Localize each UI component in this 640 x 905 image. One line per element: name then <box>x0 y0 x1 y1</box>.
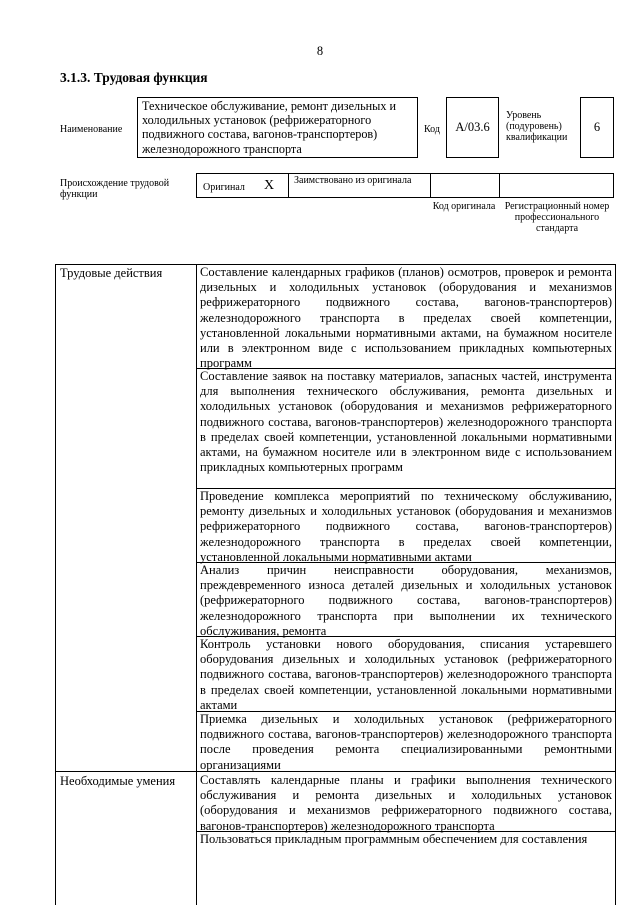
labor-action-item: Приемка дизельных и холодильных установок (рефрижераторного подвижного состава, вагонов-транспортеров) железнодорожного транспорта после проведения ремонта специализированными ремонтными организациями <box>200 712 612 772</box>
code-value-text: А/03.6 <box>455 119 490 134</box>
code-caption: Код оригинала <box>432 201 496 212</box>
borrowed-label: Заимствовано из оригинала <box>294 175 412 186</box>
level-value-text: 6 <box>593 119 601 134</box>
labor-action-item: Контроль установки нового оборудования, списания устаревшего оборудования дизельных и холодильных установок (рефрижераторного подвижного состава, вагонов-транспортеров) железнодорожного транспорта в пределах своей компетенции, установленной локальными нормативными актами <box>200 637 612 712</box>
code-label: Код <box>424 124 440 135</box>
name-value-text: Техническое обслуживание, ремонт дизельных и холодильных установок (рефрижераторного подвижного состава, вагонов-транспортеров) железнодорожного транспорта <box>142 99 396 156</box>
origin-label: Происхождение трудовой функции <box>60 178 170 200</box>
skill-item: Составлять календарные планы и графики выполнения технического обслуживания и ремонта дизельных и холодильных установок (оборудования и механизмов рефрижераторного подвижного состава, вагонов-транспортеров) железнодорожного транспорта <box>200 773 612 833</box>
original-mark: X <box>264 178 275 193</box>
skills-label: Необходимые умения <box>60 774 176 788</box>
reg-caption: Регистрационный номер профессионального стандарта <box>504 201 610 234</box>
labor-action-item: Составление заявок на поставку материалов, запасных частей, инструмента для выполнения технического обслуживания, ремонта дизельных и холодильных установок (оборудования и механизмов рефрижераторного подвижного состава, вагонов-транспортеров) железнодорожного транспорта в пределах своей компетенции, установленной локальными нормативными актами, на бумажном носителе или в электронном виде с использованием прикладных компьютерных программ <box>200 369 612 475</box>
labor-action-item: Проведение комплекса мероприятий по техническому обслуживанию, ремонту дизельных и холодильных установок (оборудования и механизмов рефрижераторного подвижного состава, вагонов-транспортеров) железнодорожного транспорта в пределах своей компетенции, установленной локальными нормативными актами <box>200 489 612 564</box>
page-number: 8 <box>316 44 324 58</box>
level-value <box>580 97 614 158</box>
code-value <box>446 97 499 158</box>
section-title: 3.1.3. Трудовая функция <box>60 70 208 85</box>
name-value <box>137 97 418 158</box>
origin-table <box>196 173 614 198</box>
labor-action-item: Составление календарных графиков (планов) осмотров, проверок и ремонта дизельных и холодильных установок (оборудования и механизмов рефрижераторного подвижного состава, вагонов-транспортеров) железнодорожного транспорта в пределах своей компетенции, установленной локальными нормативными актами, на бумажном носителе или в электронном виде с использованием прикладных компьютерных программ <box>200 265 612 371</box>
labor-actions-label: Трудовые действия <box>60 266 163 280</box>
original-label: Оригинал <box>203 182 245 193</box>
level-label: Уровень (подуровень) квалификации <box>506 110 568 143</box>
skill-item: Пользоваться прикладным программным обеспечением для составления <box>200 832 588 846</box>
labor-action-item: Анализ причин неисправности оборудования, механизмов, преждевременного износа деталей дизельных и холодильных установок (рефрижераторного подвижного состава, вагонов-транспортеров) железнодорожного транспорта при выполнении их технического обслуживания, ремонта <box>200 563 612 638</box>
name-label: Наименование <box>60 124 123 135</box>
functions-table <box>55 264 616 905</box>
